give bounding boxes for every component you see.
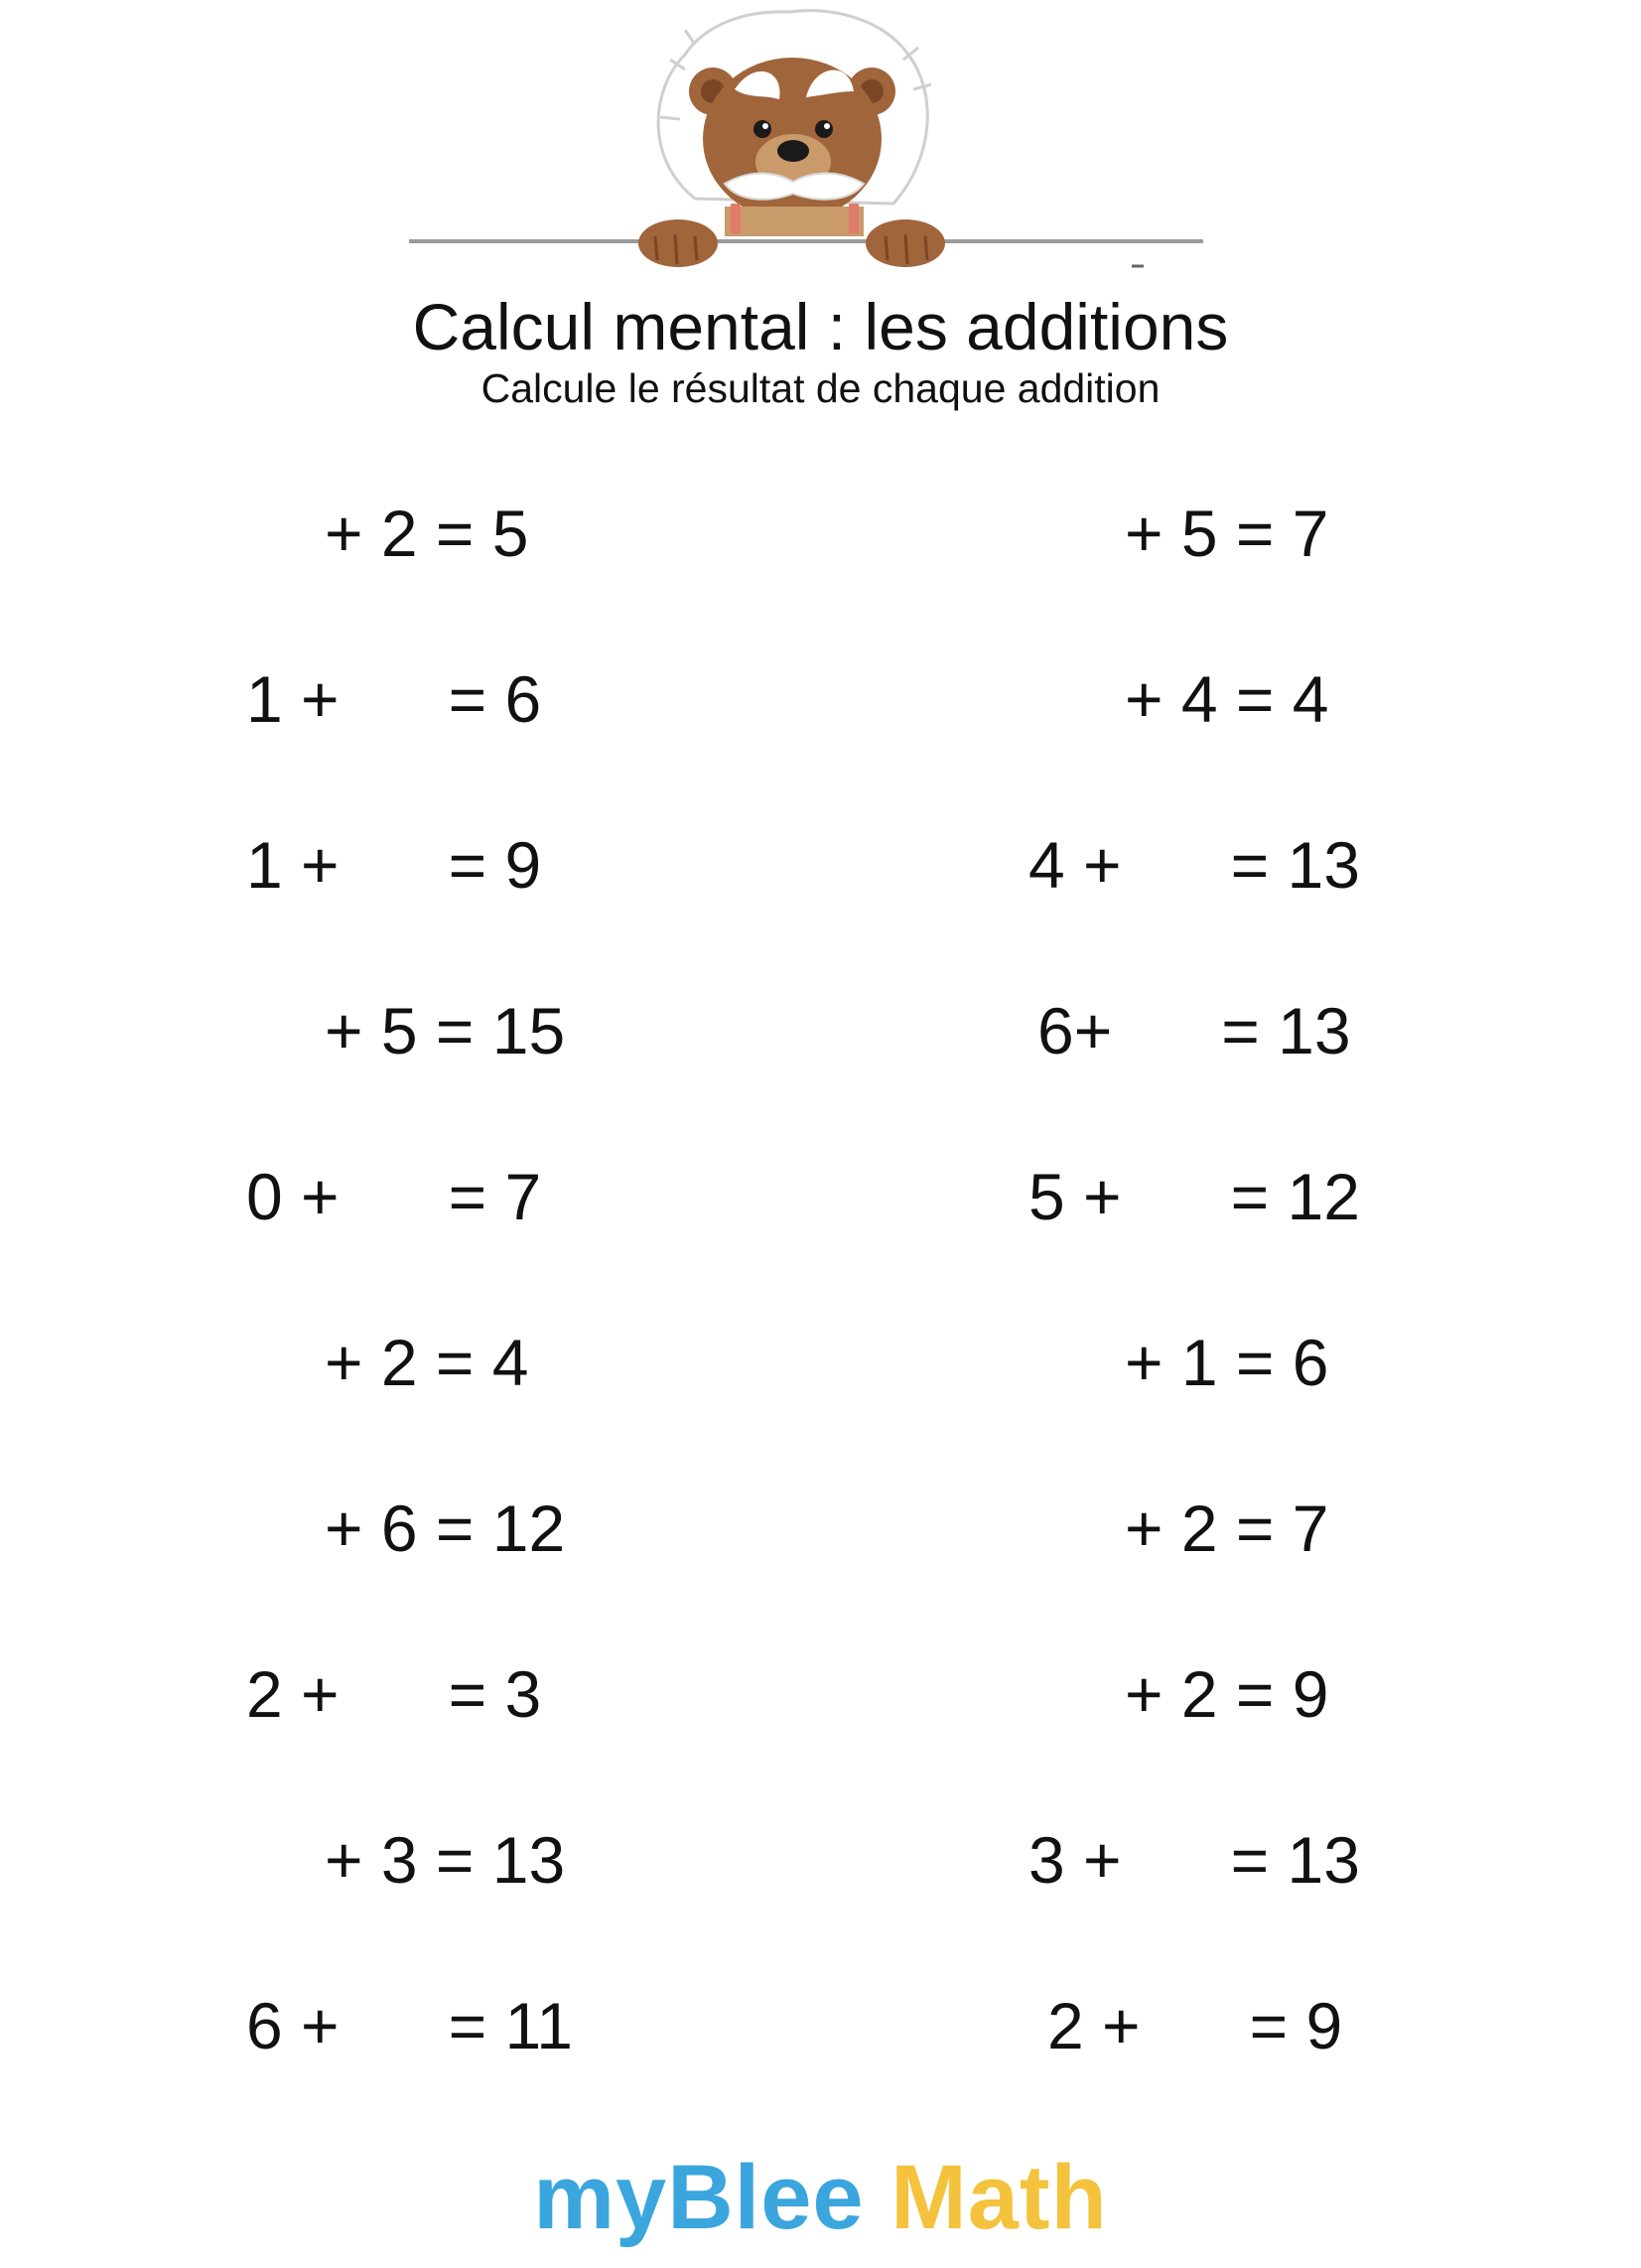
exercise-right-4: 6+ = 13 [1037, 994, 1351, 1067]
exercise-left-6: + 2 = 4 [325, 1326, 529, 1399]
exercise-right-1: + 5 = 7 [1125, 496, 1329, 570]
exercise-left-3: 1 + = 9 [246, 828, 542, 902]
page-title: Calcul mental : les additions [412, 290, 1229, 363]
exercise-right-7: + 2 = 7 [1125, 1491, 1329, 1565]
exercise-right-3: 4 + = 13 [1028, 828, 1360, 902]
exercise-left-9: + 3 = 13 [325, 1823, 566, 1897]
exercise-left-2: 1 + = 6 [246, 662, 542, 736]
logo-text-myblee: myBlee [533, 2147, 865, 2248]
bear-mascot-icon [397, 0, 1231, 278]
logo-text-math: Math [864, 2147, 1108, 2248]
page-subtitle: Calcule le résultat de chaque addition [480, 365, 1161, 411]
exercise-right-2: + 4 = 4 [1125, 662, 1329, 736]
exercise-right-9: 3 + = 13 [1028, 1823, 1360, 1897]
exercise-right-10: 2 + = 9 [1047, 1989, 1343, 2062]
exercise-right-8: + 2 = 9 [1125, 1657, 1329, 1731]
exercise-left-5: 0 + = 7 [246, 1160, 542, 1233]
exercise-right-6: + 1 = 6 [1125, 1326, 1329, 1399]
exercise-right-5: 5 + = 12 [1028, 1160, 1360, 1233]
exercise-left-4: + 5 = 15 [325, 994, 566, 1067]
exercise-left-10: 6 + = 11 [246, 1989, 574, 2062]
exercise-left-1: + 2 = 5 [325, 496, 529, 570]
exercise-left-7: + 6 = 12 [325, 1491, 566, 1565]
brand-logo [0, 2143, 1641, 2252]
exercise-left-8: 2 + = 3 [246, 1657, 542, 1731]
